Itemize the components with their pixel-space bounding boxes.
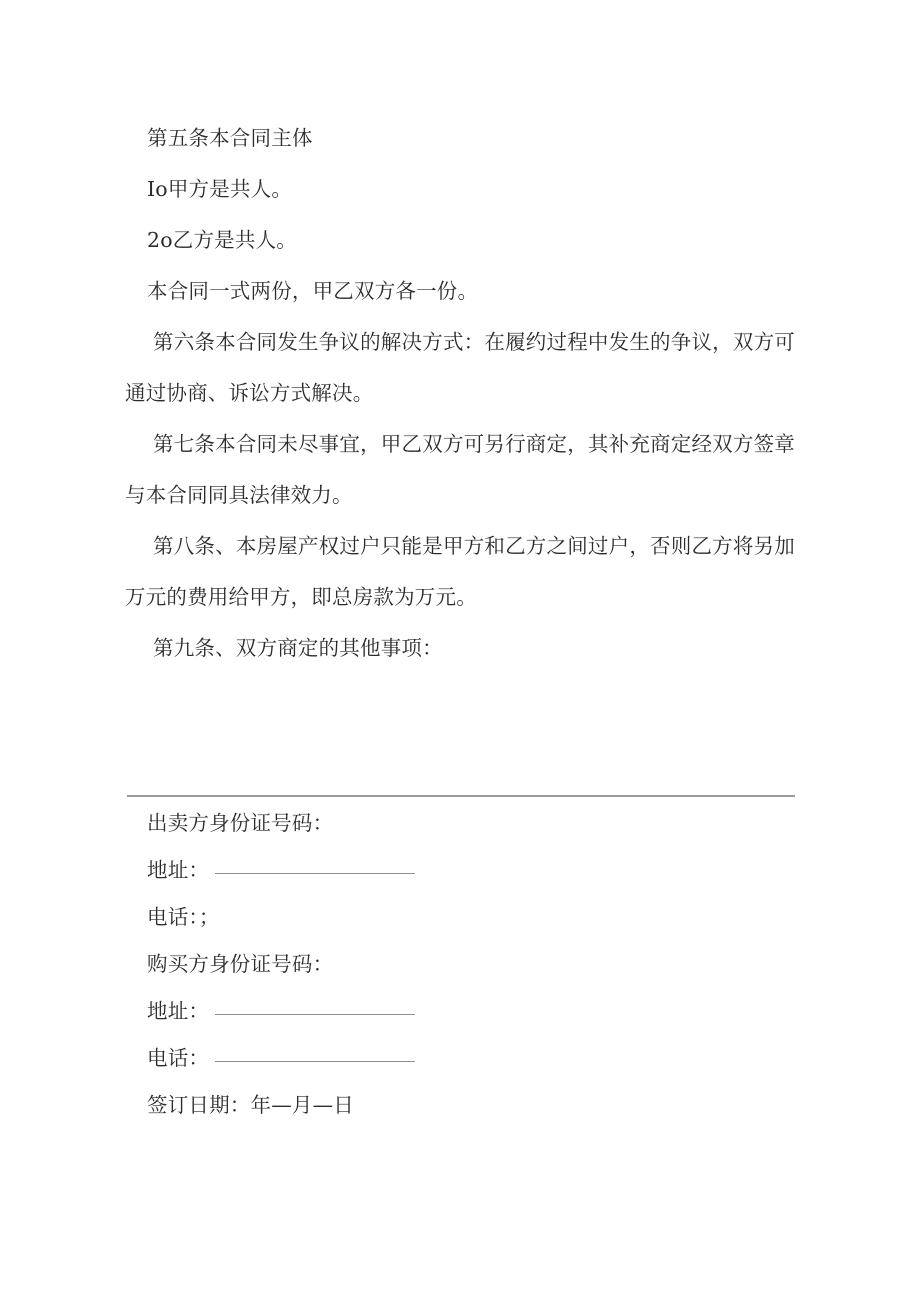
seller-id-label: 出卖方身份证号码： — [147, 811, 334, 835]
seller-address-label: 地址： — [147, 858, 210, 882]
signing-date-line: 签订日期：年—月—日 — [147, 1093, 354, 1117]
paragraph-article-8: 第八条、本房屋产权过户只能是甲方和乙方之间过户，否则乙方将另加万元的费用给甲方，即总房款为万元。 — [125, 534, 795, 609]
contract-body — [125, 113, 795, 674]
paragraph-copies-clause: 本合同一式两份，甲乙双方各一份。 — [147, 279, 479, 303]
buyer-address-row — [125, 988, 795, 1035]
paragraph-article-5-title: 第五条本合同主体 — [147, 126, 313, 150]
paragraph-article-9: 第九条、双方商定的其他事项： — [153, 636, 443, 660]
seller-phone-row — [125, 894, 795, 941]
buyer-address-field[interactable] — [215, 996, 415, 1015]
buyer-id-label: 购买方身份证号码： — [147, 952, 334, 976]
paragraph-article-6: 第六条本合同发生争议的解决方式：在履约过程中发生的争议，双方可通过协商、诉讼方式解决。 — [125, 330, 795, 405]
buyer-phone-row — [125, 1035, 795, 1082]
paragraph-party-a-item: Io甲方是共人。 — [147, 177, 293, 201]
seller-address-field[interactable] — [215, 855, 415, 874]
buyer-phone-label: 电话： — [147, 1046, 210, 1070]
signature-divider-rule — [127, 795, 795, 797]
paragraph-article-7: 第七条本合同未尽事宜，甲乙双方可另行商定，其补充商定经双方签章与本合同同具法律效力。 — [125, 432, 795, 507]
signature-block — [125, 800, 795, 1129]
seller-phone-label: 电话：； — [147, 905, 220, 929]
paragraph-party-b-item: 2o乙方是共人。 — [147, 228, 297, 252]
buyer-phone-field[interactable] — [215, 1043, 415, 1062]
seller-address-row — [125, 847, 795, 894]
buyer-address-label: 地址： — [147, 999, 210, 1023]
